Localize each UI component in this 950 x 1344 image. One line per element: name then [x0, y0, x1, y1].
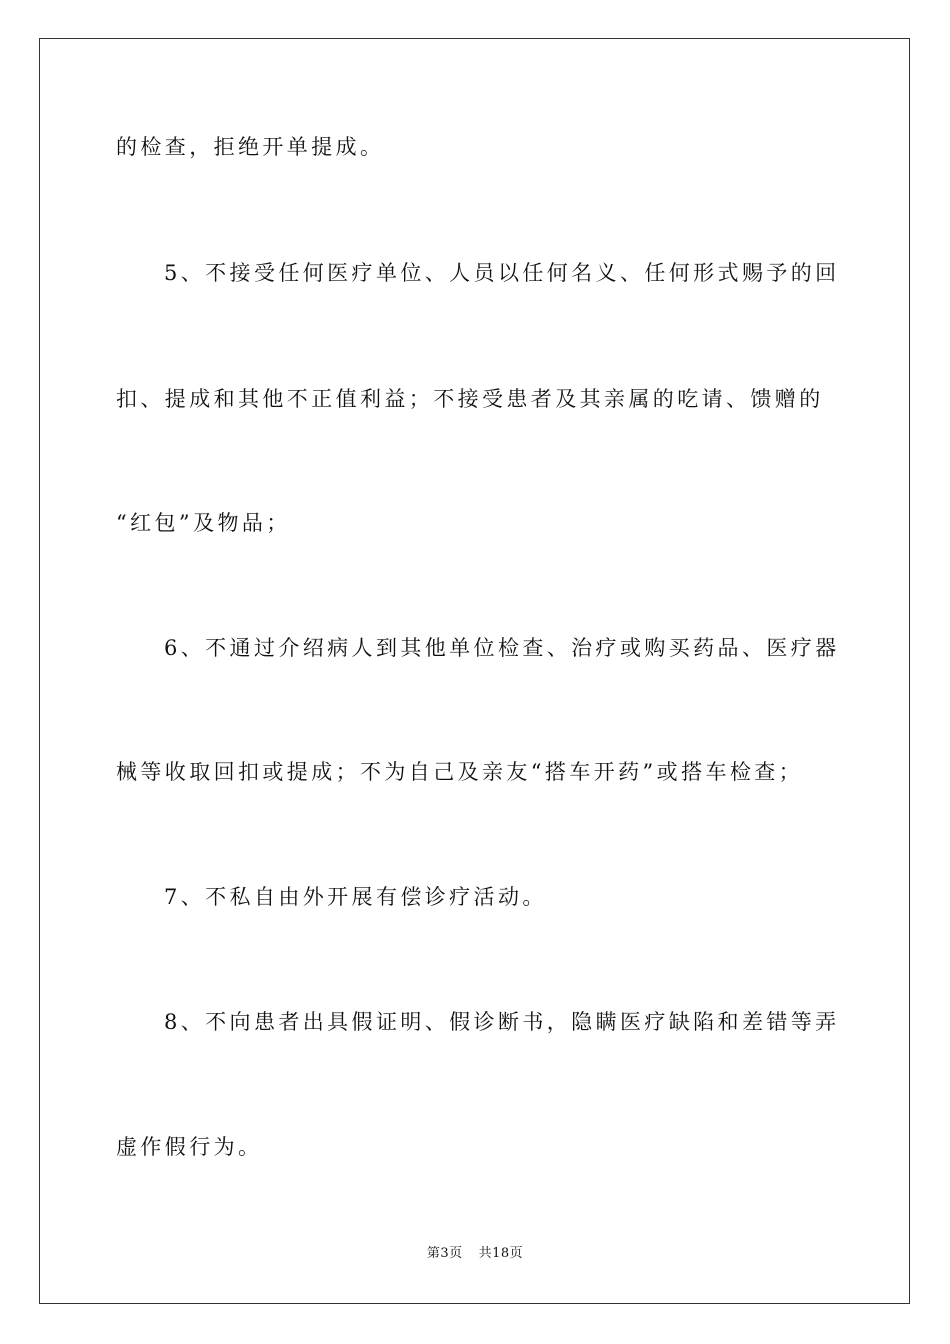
text-line: 5、不接受任何医疗单位、人员以任何名义、任何形式赐予的回: [164, 261, 840, 285]
text-line: 8、不向患者出具假证明、假诊断书，隐瞒医疗缺陷和差错等弄: [164, 1010, 840, 1034]
page-footer: [0, 1244, 950, 1264]
page-frame: [39, 38, 910, 1304]
text-line: 的检查，拒绝开单提成。: [116, 135, 385, 159]
text-line: “红包”及物品；: [116, 511, 291, 535]
page-number-total: 共18页: [478, 1246, 524, 1261]
text-line: 械等收取回扣或提成；不为自己及亲友“搭车开药”或搭车检查；: [116, 760, 804, 784]
text-line: 7、不私自由外开展有偿诊疗活动。: [164, 885, 547, 909]
text-line: 扣、提成和其他不正值利益；不接受患者及其亲属的吃请、馈赠的: [116, 387, 824, 411]
text-line: 虚作假行为。: [116, 1135, 263, 1159]
page-number-current: 第3页: [426, 1246, 463, 1261]
text-line: 6、不通过介绍病人到其他单位检查、治疗或购买药品、医疗器: [164, 636, 840, 660]
